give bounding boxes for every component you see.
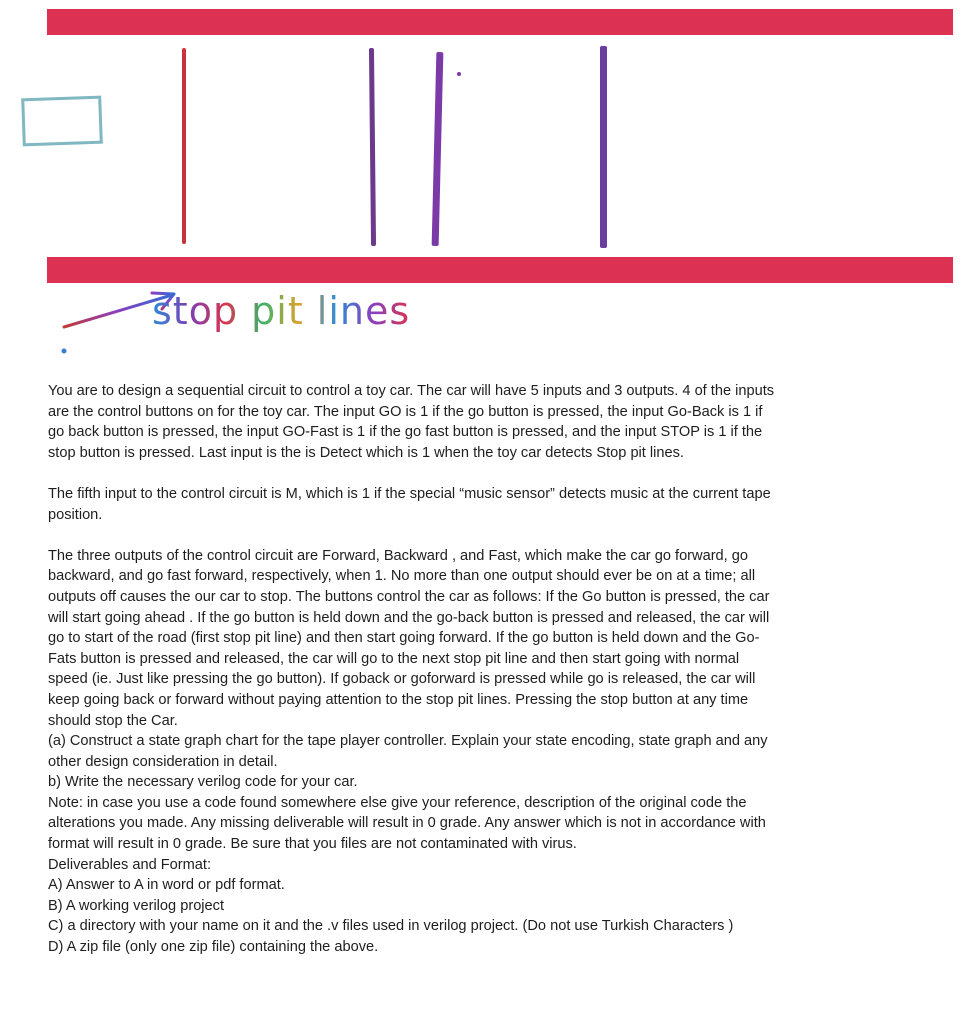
paragraph-intro: You are to design a sequential circuit to control a toy car. The car will have 5 inputs and 3 outputs. 4 of the inputs are the control buttons on for the toy car. The input GO is 1 if the go button is pressed, the input Go-Back is 1 if go back button is pressed, the input GO-Fast is 1 if the go fast button is pressed, and the input STOP is 1 if the stop button is pressed. Last input is the is Detect which is 1 when the toy car detects Stop pit lines. [48, 383, 775, 461]
deliverable-d: D) A zip file (only one zip file) containing the above. [48, 939, 379, 956]
paragraph-outputs: The three outputs of the control circuit are Forward, Backward , and Fast, which make the car go forward, go backward, and go fast forward, respectively, when 1. No more than one output should ever be on at a time; all outputs off causes the our car to stop. The buttons control the car as follows: If the Go button is pressed, the car will start going ahead . If the go button is held down and the go-back button is pressed and released, the car will go to start of the road (first stop pit line) and then start going forward. If the go button is held down and the Go-Fats button is pressed and released, the car will go to the next stop pit line and then start going with normal speed (ie. Just like pressing the go button). If goback or goforward is pressed while go is released, the car will keep going back or forward without paying attention to the stop pit lines. Pressing the stop button at any time should stop the Car. [48, 547, 770, 729]
note: Note: in case you use a code found somewhere else give your reference, description of the original code the alterations you made. Any missing deliverable will result in 0 grade. Any answer which is not in accordance with format will result in 0 grade. Be sure that you files are not contaminated with virus. [48, 794, 766, 853]
task-a: (a) Construct a state graph chart for the tape player controller. Explain your state encoding, state graph and any other design consideration in detail. [48, 733, 768, 770]
deliverables-heading: Deliverables and Format: [48, 856, 212, 873]
stop-pit-line-2 [369, 48, 376, 246]
deliverable-a: A) Answer to A in word or pdf format. [48, 877, 285, 894]
caption-annotation [60, 285, 520, 360]
road-top-border [47, 9, 953, 35]
deliverable-c: C) a directory with your name on it and the .v files used in verilog project. (Do not use Turkish Characters ) [48, 918, 734, 935]
stop-pit-line-1 [182, 48, 186, 244]
stop-pit-lines-caption: stop pit lines [152, 289, 411, 333]
road-bottom-border [47, 257, 953, 283]
toy-car-icon [21, 96, 103, 147]
stop-pit-line-4 [600, 46, 607, 248]
deliverable-b: B) A working verilog project [48, 897, 225, 914]
pit-line-dot [457, 72, 461, 76]
paragraph-music-sensor: The fifth input to the control circuit is M, which is 1 if the special “music sensor” detects music at the current tape position. [48, 485, 771, 523]
task-b: b) Write the necessary verilog code for your car. [48, 774, 358, 791]
stop-pit-line-3 [432, 52, 444, 246]
assignment-text [48, 381, 778, 958]
